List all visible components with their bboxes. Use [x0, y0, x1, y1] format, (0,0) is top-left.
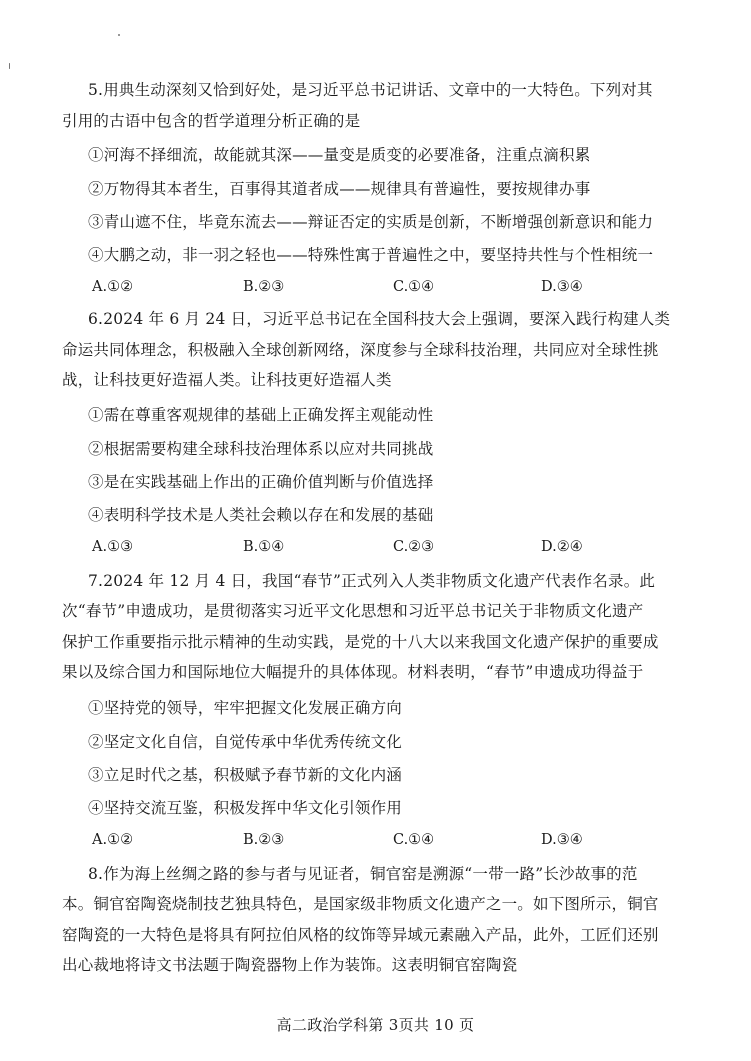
question-5-choice-b: B.②③ — [243, 279, 285, 295]
question-7-stem-line-3: 保护工作重要指示批示精神的生动实践，是党的十八大以来我国文化遗产保护的重要成 — [62, 633, 659, 651]
question-6-statement-3: ③是在实践基础上作出的正确价值判断与价值选择 — [88, 473, 434, 491]
page-footer: 高二政治学科第 3页共 10 页 — [276, 1016, 475, 1034]
scan-speck — [9, 63, 10, 69]
scan-speck — [118, 34, 120, 36]
question-5-choice-d: D.③④ — [541, 279, 583, 295]
question-6-statement-1: ①需在尊重客观规律的基础上正确发挥主观能动性 — [88, 406, 434, 424]
question-5-choice-a: A.①② — [92, 279, 134, 295]
question-7-choice-b: B.②③ — [243, 832, 285, 848]
question-6-choice-b: B.①④ — [243, 539, 285, 555]
question-7-statement-2: ②坚定文化自信，自觉传承中华优秀传统文化 — [88, 733, 403, 751]
question-7-statement-4: ④坚持交流互鉴，积极发挥中华文化引领作用 — [88, 799, 403, 817]
question-7-statement-3: ③立足时代之基，积极赋予春节新的文化内涵 — [88, 766, 403, 784]
question-8-stem-line-2: 本。铜官窑陶瓷烧制技艺独具特色，是国家级非物质文化遗产之一。如下图所示，铜官 — [62, 895, 659, 913]
question-7-choice-c: C.①④ — [393, 832, 435, 848]
question-5-statement-2: ②万物得其本者生，百事得其道者成——规律具有普遍性，要按规律办事 — [88, 180, 591, 198]
question-6-statement-2: ②根据需要构建全球科技治理体系以应对共同挑战 — [88, 440, 434, 458]
question-6-statement-4: ④表明科学技术是人类社会赖以存在和发展的基础 — [88, 506, 434, 524]
question-5-stem-line-1: 5.用典生动深刻又恰到好处，是习近平总书记讲话、文章中的一大特色。下列对其 — [88, 81, 653, 99]
question-8-stem-line-3: 窑陶瓷的一大特色是将具有阿拉伯风格的纹饰等异域元素融入产品，此外，工匠们还别 — [62, 926, 659, 944]
question-7-choice-a: A.①② — [92, 832, 134, 848]
question-5-statement-3: ③青山遮不住，毕竟东流去——辩证否定的实质是创新，不断增强创新意识和能力 — [88, 213, 654, 231]
question-5-choice-c: C.①④ — [393, 279, 435, 295]
question-6-choice-d: D.②④ — [541, 539, 583, 555]
question-7-stem-line-4: 果以及综合国力和国际地位大幅提升的具体体现。材料表明，“春节”申遗成功得益于 — [62, 663, 644, 681]
question-7-statement-1: ①坚持党的领导，牢牢把握文化发展正确方向 — [88, 699, 403, 717]
question-6-choice-a: A.①③ — [92, 539, 134, 555]
question-7-stem-line-1: 7.2024 年 12 月 4 日，我国“春节”正式列入人类非物质文化遗产代表作名录。此 — [88, 572, 656, 590]
question-6-stem-line-1: 6.2024 年 6 月 24 日，习近平总书记在全国科技大会上强调，要深入践行构建人类 — [88, 310, 671, 328]
question-8-stem-line-1: 8.作为海上丝绸之路的参与者与见证者，铜官窑是溯源“一带一路”长沙故事的范 — [88, 865, 638, 883]
question-5-stem-line-2: 引用的古语中包含的哲学道理分析正确的是 — [62, 112, 361, 130]
question-5-statement-1: ①河海不择细流，故能就其深——量变是质变的必要准备，注重点滴积累 — [88, 146, 591, 164]
question-6-stem-line-2: 命运共同体理念，积极融入全球创新网络，深度参与全球科技治理，共同应对全球性挑 — [62, 341, 659, 359]
question-7-stem-line-2: 次“春节”申遗成功，是贯彻落实习近平文化思想和习近平总书记关于非物质文化遗产 — [62, 602, 644, 620]
question-7-choice-d: D.③④ — [541, 832, 583, 848]
question-6-choice-c: C.②③ — [393, 539, 435, 555]
question-6-stem-line-3: 战，让科技更好造福人类。让科技更好造福人类 — [62, 371, 392, 389]
question-5-statement-4: ④大鹏之动，非一羽之轻也——特殊性寓于普遍性之中，要坚持共性与个性相统一 — [88, 246, 654, 264]
question-8-stem-line-4: 出心裁地将诗文书法题于陶瓷器物上作为装饰。这表明铜官窑陶瓷 — [62, 956, 518, 974]
